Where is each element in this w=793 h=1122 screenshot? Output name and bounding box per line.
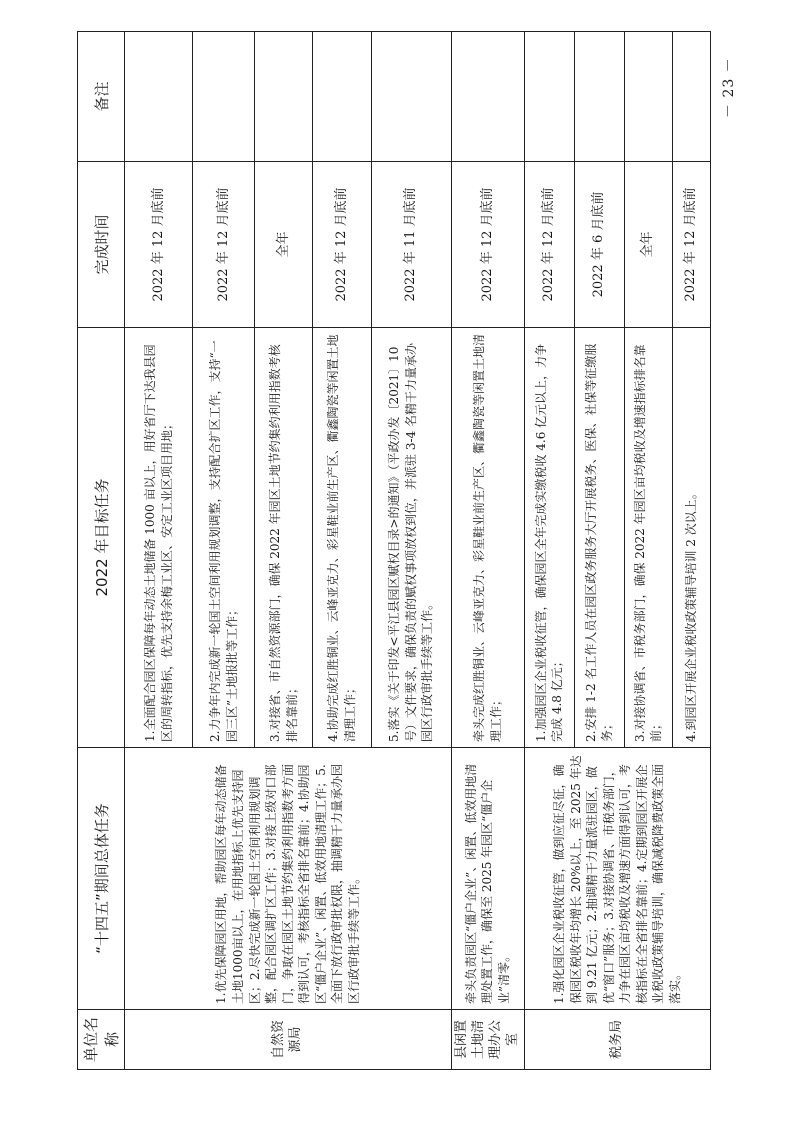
header-overall-task: “十四五”期间总体任务 [78,748,125,1010]
note-cell [125,32,193,162]
table-row [451,32,524,1070]
note-cell [193,32,255,162]
target-task: 2.力争年内完成新一轮国土空间利用规划调整，支持配合扩区工作，支持“一园三区”土地报批等工作； [193,328,255,748]
task-table [77,31,711,1070]
overall-task-tax-bureau: 1.强化园区企业税收征管，做到应征尽征，确保园区税收年均增长 20%以上，至 2025 年达到 9.21 亿元；2.抽调精干力量派驻园区，做优“窗口”服务；3.对接协调省、市税务部门，力争在园区亩均税收及增速方面得到认可，考核指标在全省排名靠前；4.定期到园区开展企业税收政策辅导培训，确保减税降费政策全面落实。 [524,748,711,1010]
header-note: 备注 [78,32,125,162]
target-task: 2.安排 1-2 名工作人员在园区政务服务大厅开展税务、医保、社保等征缴服务； [574,328,624,748]
target-task: 牵头完成红胜铜业、云峰亚克力、彩星鞋业前生产区、衢鑫陶瓷等闲置土地清理工作； [451,328,524,748]
completion-time: 2022 年 12 月底前 [313,162,371,328]
target-task: 4.到园区开展企业税收政策辅导培训 2 次以上。 [672,328,710,748]
completion-time: 全年 [255,162,313,328]
overall-task-idle-land-office: 牵头负责园区“僵户企业”、闲置、低效用地清理处置工作，确保至 2025 年园区“僵户企业”清零。 [451,748,524,1010]
completion-time: 2022 年 12 月底前 [672,162,710,328]
unit-cell-idle-land-office: 县闲置土地清理办公室 [451,1010,524,1070]
completion-time: 2022 年 12 月底前 [451,162,524,328]
target-task: 4.协助完成红胜铜业、云峰亚克力、彩星鞋业前生产区、衢鑫陶瓷等闲置土地清理工作； [313,328,371,748]
note-cell [255,32,313,162]
target-task: 3.对接协调省、市税务部门，确保 2022 年园区亩均税收及增速指标排名靠前； [624,328,672,748]
note-cell [313,32,371,162]
completion-time: 2022 年 12 月底前 [193,162,255,328]
header-completion-time: 完成时间 [78,162,125,328]
header-row [78,32,125,1070]
completion-time: 2022 年 12 月底前 [524,162,574,328]
unit-cell-tax-bureau: 税务局 [524,1010,711,1070]
completion-time: 2022 年 6 月底前 [574,162,624,328]
table-row [524,32,574,1070]
note-cell [624,32,672,162]
target-task: 3.对接省、市自然资源部门，确保 2022 年园区土地节约集约利用指数考核排名靠前； [255,328,313,748]
table-row [125,32,193,1070]
header-target-task: 2022 年目标任务 [78,328,125,748]
completion-time: 全年 [624,162,672,328]
header-unit: 单位名称 [78,1010,125,1070]
completion-time: 2022 年 12 月底前 [125,162,193,328]
target-task: 1.全面配合园区保障每年动态土地储备 1000 亩以上，用好省厅下达我县园区的周转指标，优先支持余梅工业区、安定工业区项目用地； [125,328,193,748]
target-task: 5.落实《关于印发<平江县园区赋权目录>的通知》（平政办发〔2021〕10 号）文件要求，确保负责的赋权事项放权到位，并派驻 3-4 名精干力量承办园区行政审批手续等工作。 [371,328,451,748]
note-cell [371,32,451,162]
note-cell [574,32,624,162]
page-number: － 23 － [721,57,737,118]
unit-cell-natural-resources: 自然资源局 [125,1010,452,1070]
completion-time: 2022 年 11 月底前 [371,162,451,328]
note-cell [672,32,710,162]
target-task: 1.加强园区企业税收征管，确保园区全年完成实缴税收 4.6 亿元以上，力争完成 4.8 亿元； [524,328,574,748]
note-cell [524,32,574,162]
overall-task-natural-resources: 1.优先保障园区用地，帮助园区每年动态储备土地1000亩以上，在用地指标上优先支持园区；2.尽快完成新一轮国土空间利用规划调整，配合园区调扩区工作；3.对接上级对口部门，争取在园区土地节约集约利用指数考方面得到认可，考核指标全省排名靠前；4.协助园区“僵户企业”、闲置、低效用地清理工作；5.全面下放行政审批权限，抽调精干力量承办园区行政审批手续等工作。 [125,748,452,1010]
note-cell [451,32,524,162]
